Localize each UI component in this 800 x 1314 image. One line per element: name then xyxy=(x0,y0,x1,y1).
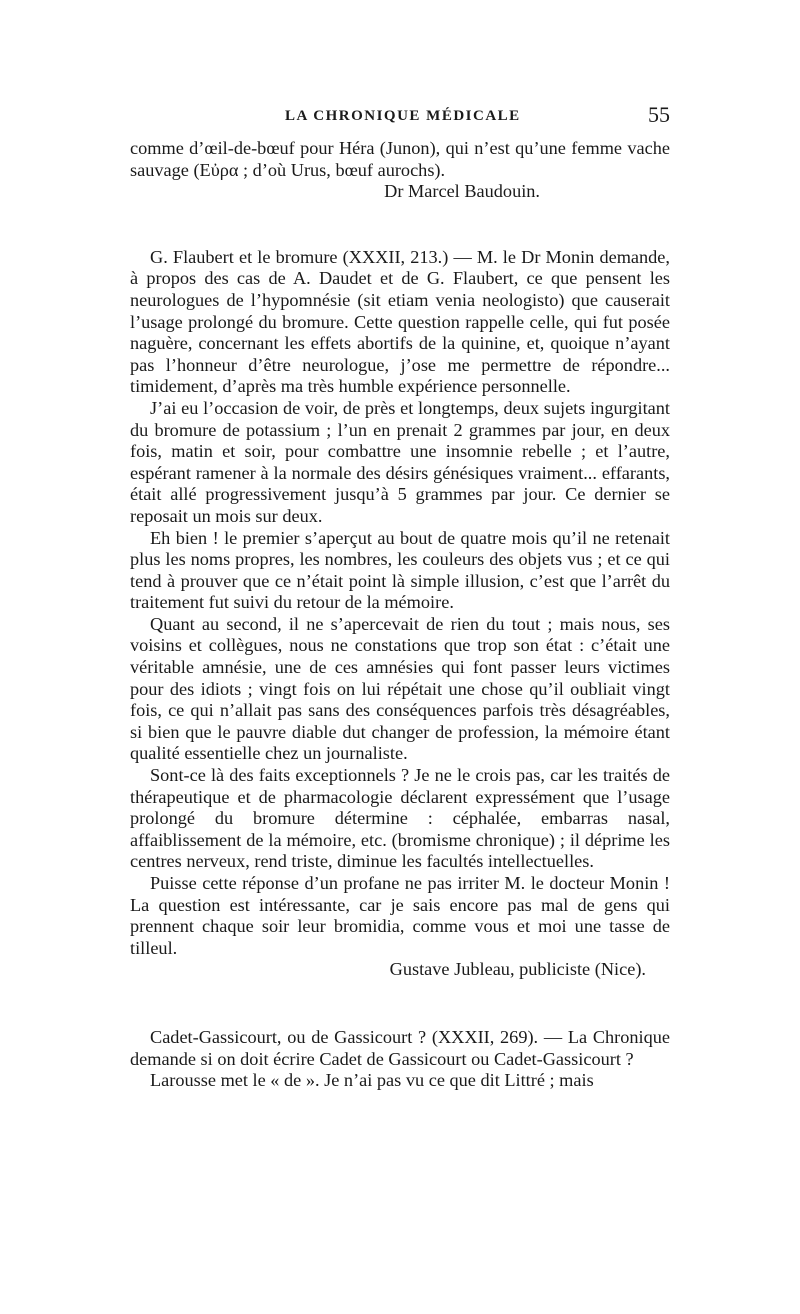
signature-jubleau: Gustave Jubleau, publiciste (Nice). xyxy=(389,959,646,980)
paragraph-flaubert-1: J’ai eu l’occasion de voir, de près et longtemps, deux sujets ingurgitant du bromure de potassium ; l’un en prenait 2 grammes par jour, en deux fois, matin et soir, pour combattre une insomnie rebelle ; et l’autre, espérant ramener à la normale des désirs génésiques vraiment... effarants, était allé progressivement jusqu’à 5 grammes par jour. Ce dernier se reposait un mois sur deux. xyxy=(130,397,670,526)
paragraph-flaubert-5: Puisse cette réponse d’un profane ne pas irriter M. le docteur Monin ! La question est intéressante, car je sais encore pas mal de gens qui prennent chaque soir leur bromidia, comme vous et moi une tasse de tilleul. xyxy=(130,873,670,958)
paragraph-flaubert-intro: G. Flaubert et le bromure (XXXII, 213.) — M. le Dr Monin demande, à propos des cas de A. Daudet et de G. Flaubert, ce que pensent les neurologues de l’hypomnésie (sit etiam venia neologisto) que causerait l’usage prolongé du bromure. Cette question rappelle celle, qui fut posée naguère, concernant les effets abortifs de la quinine, et, quoique n’ayant pas l’honneur d’être neurologue, j’ose me permettre de répondre... timidement, d’après ma très humble expérience personnelle. xyxy=(130,246,670,397)
section-gap xyxy=(130,981,670,1027)
paragraph-flaubert-2: Eh bien ! le premier s’aperçut au bout de quatre mois qu’il ne retenait plus les noms propres, les nombres, les couleurs des objets vus ; et ce qui tend à prouver que ce n’était point là simple illusion, c’est que l’arrêt du traitement fut suivi du retour de la mémoire. xyxy=(130,527,670,613)
page-header xyxy=(130,104,670,132)
paragraph-gassicourt-intro: Cadet-Gassicourt, ou de Gassicourt ? (XXXII, 269). — La Chronique demande si on doit écrire Cadet de Gassicourt ou Cadet-Gassicourt ? xyxy=(130,1026,670,1069)
page-body xyxy=(130,138,670,1092)
running-title: LA CHRONIQUE MÉDICALE xyxy=(285,108,521,124)
page-number: 55 xyxy=(648,102,670,127)
section-gap xyxy=(130,203,670,247)
paragraph-gassicourt-1: Larousse met le « de ». Je n’ai pas vu ce que dit Littré ; mais xyxy=(150,1070,594,1091)
signature-baudouin: Dr Marcel Baudouin. xyxy=(384,181,540,202)
paragraph-flaubert-3: Quant au second, il ne s’apercevait de rien du tout ; mais nous, ses voisins et collègues, nous ne constations que trop son état : c’était une véritable amnésie, une de ces amnésies qui font passer leurs victimes pour des idiots ; vingt fois on lui répétait une chose qu’il oubliait vingt fois, ce qui n’allait pas sans des conséquences parfois très désagréables, si bien que le pauvre diable dut changer de profession, la mémoire étant qualité essentielle chez un journaliste. xyxy=(130,613,670,764)
paragraph-hera: comme d’œil-de-bœuf pour Héra (Junon), qui n’est qu’une femme vache sauvage (Eὐρα ; d’où Urus, bœuf aurochs). xyxy=(130,138,670,180)
paragraph-flaubert-4: Sont-ce là des faits exceptionnels ? Je ne le crois pas, car les traités de thérapeutique et de pharmacologie déclarent expressément que l’usage prolongé du bromure détermine : céphalée, embarras nasal, affaiblissement de la mémoire, etc. (bromisme chronique) ; il déprime les centres nerveux, rend triste, diminue les facultés intellectuelles. xyxy=(130,765,670,872)
